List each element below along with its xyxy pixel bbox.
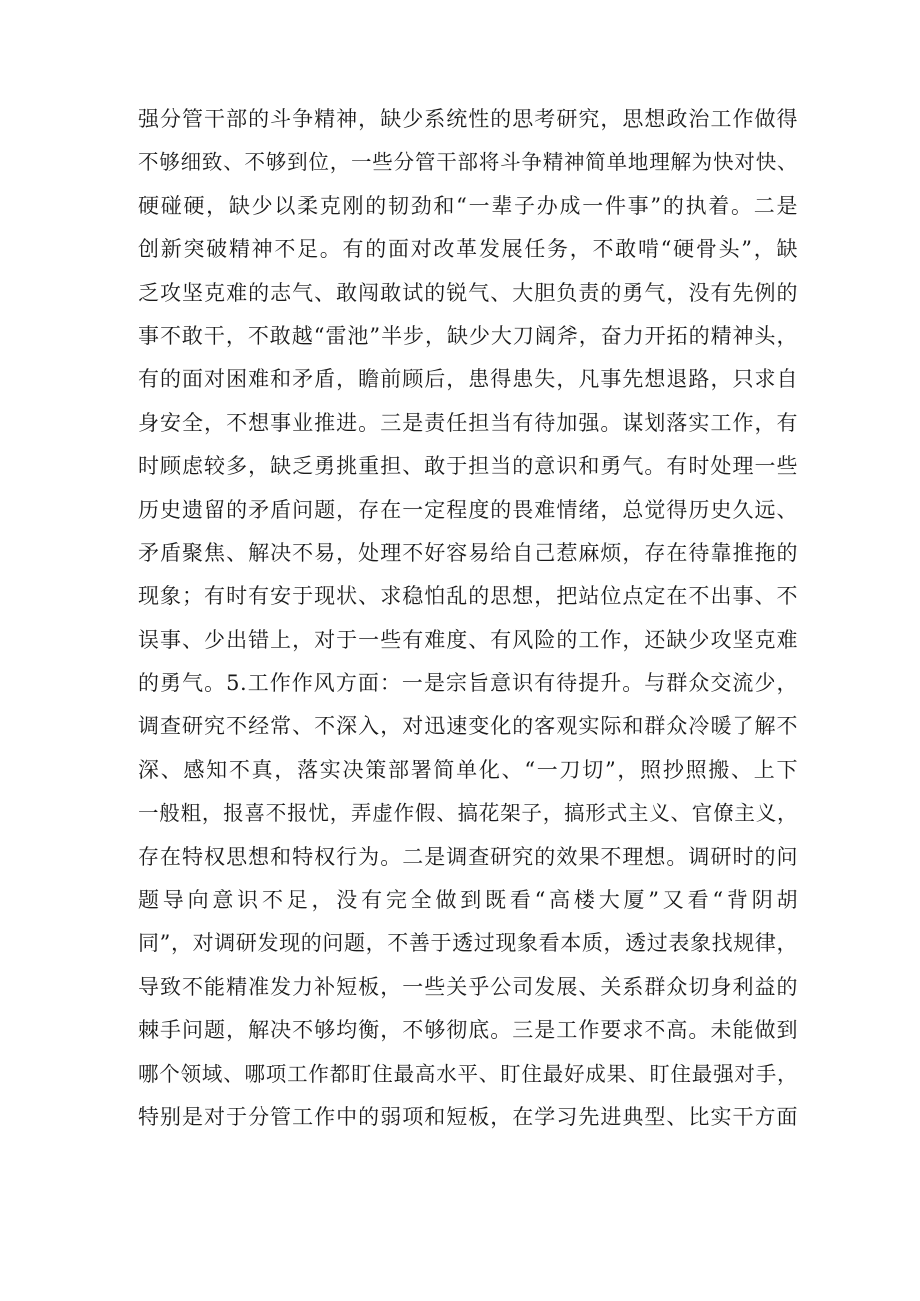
text-line: 棘手问题，解决不够均衡，不够彻底。三是工作要求不高。未能做到	[138, 1018, 798, 1043]
text-line: 导致不能精准发力补短板，一些关乎公司发展、关系群众切身利益的	[138, 974, 798, 999]
text-line: 调查研究不经常、不深入，对迅速变化的客观实际和群众冷暖了解不	[138, 714, 798, 739]
text-line: 硬碰硬，缺少以柔克刚的韧劲和“一辈子办成一件事”的执着。二是	[138, 193, 798, 218]
text-line: 一般粗，报喜不报忧，弄虚作假、搞花架子，搞形式主义、官僚主义，	[138, 801, 798, 826]
text-line: 矛盾聚焦、解决不易，处理不好容易给自己惹麻烦，存在待靠推拖的	[138, 540, 798, 565]
text-line: 强分管干部的斗争精神，缺少系统性的思考研究，思想政治工作做得	[138, 107, 798, 131]
text-line: 深、感知不真，落实决策部署简单化、“一刀切”，照抄照搬、上下	[138, 757, 798, 782]
text-line: 时顾虑较多，缺乏勇挑重担、敢于担当的意识和勇气。有时处理一些	[138, 454, 798, 479]
text-line: 现象；有时有安于现状、求稳怕乱的思想，把站位点定在不出事、不	[138, 584, 798, 609]
text-line: 事不敢干，不敢越“雷池”半步，缺少大刀阔斧，奋力开拓的精神头，	[138, 323, 798, 348]
text-line: 历史遗留的矛盾问题，存在一定程度的畏难情绪，总觉得历史久远、	[138, 497, 798, 522]
text-line: 同”，对调研发现的问题，不善于透过现象看本质，透过表象找规律，	[138, 931, 798, 956]
text-line: 特别是对于分管工作中的弱项和短板，在学习先进典型、比实干方面	[138, 1104, 798, 1129]
text-line: 存在特权思想和特权行为。二是调查研究的效果不理想。调研时的问	[138, 844, 798, 869]
text-line: 乏攻坚克难的志气、敢闯敢试的锐气、大胆负责的勇气，没有先例的	[138, 280, 798, 305]
text-line: 题导向意识不足，没有完全做到既看“高楼大厦”又看“背阴胡	[138, 888, 798, 913]
text-line: 创新突破精神不足。有的面对改革发展任务，不敢啃“硬骨头”，缺	[138, 237, 798, 262]
document-body	[138, 98, 798, 1139]
text-line: 误事、少出错上，对于一些有难度、有风险的工作，还缺少攻坚克难	[138, 627, 798, 652]
text-line: 不够细致、不够到位，一些分管干部将斗争精神简单地理解为快对快、	[138, 150, 798, 175]
text-line: 有的面对困难和矛盾，瞻前顾后，患得患失，凡事先想退路，只求自	[138, 367, 798, 392]
text-line: 哪个领域、哪项工作都盯住最高水平、盯住最好成果、盯住最强对手，	[138, 1061, 798, 1086]
text-line: 的勇气。5.工作作风方面：一是宗旨意识有待提升。与群众交流少，	[138, 671, 798, 696]
text-line: 身安全，不想事业推进。三是责任担当有待加强。谋划落实工作，有	[138, 410, 798, 435]
